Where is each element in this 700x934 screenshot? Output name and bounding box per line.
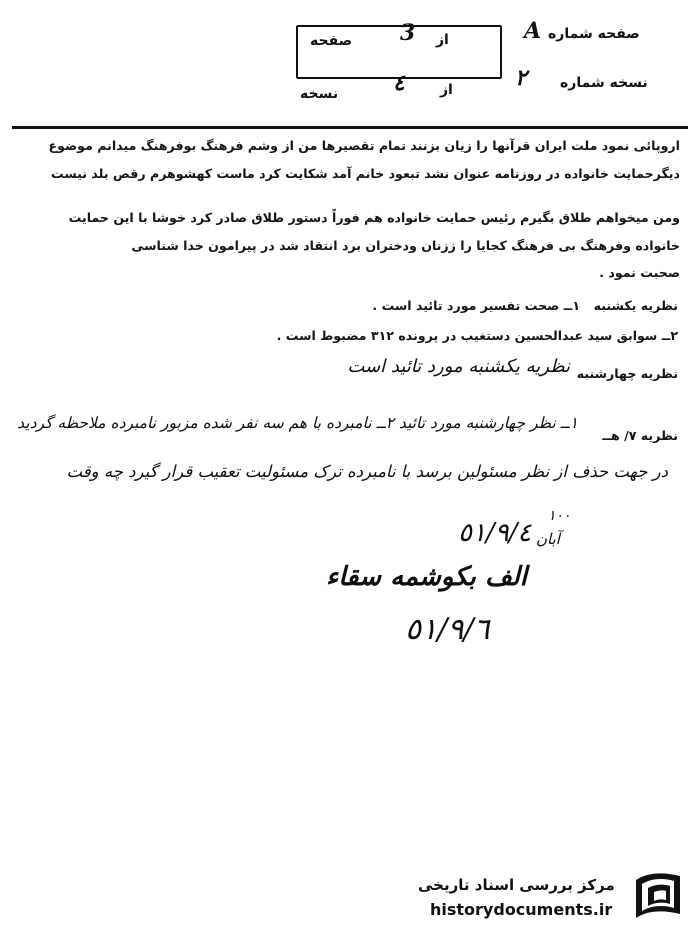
body-line-2: دیگرحمایت خانواده در روزنامه عنوان نشد تبعود خانم آمد شکایت کرد ماست کهشوهرم رقص بلد نیست <box>50 166 680 181</box>
copies-word: نسخه <box>300 86 339 102</box>
body-line-1: اروپائی نمود ملت ایران قرآنها را زیان بزنند تمام تقصیرها من از وشم فرهنگ بوفرهنگ میدانم موضوع <box>48 138 680 153</box>
body-line-3: ومن میخواهم طلاق بگیرم رئیس حمایت خانواده هم فوراً دستور طلاق صادر کرد خوشا با این حمایت <box>68 210 680 225</box>
page-number-label: صفحه شماره <box>548 26 640 42</box>
header-divider <box>12 126 688 129</box>
page-number-value: A <box>524 18 542 44</box>
signature: الف بکوشمه سقاء <box>326 562 528 592</box>
date-line: ٥١/٩/٤ <box>458 518 532 548</box>
note-sunday-item-1: ١ــ صحت تفسیر مورد تائید است . <box>372 298 580 313</box>
note-wednesday-handwriting: نظریه یکشنبه مورد تائید است <box>347 356 570 377</box>
note-wednesday-label: نظریه چهارشنبه <box>576 366 678 381</box>
pages-word: صفحه <box>310 33 353 49</box>
watermark-title: مرکز بررسی اسناد تاریخی <box>418 876 615 894</box>
note-final-handwriting-1: ١ــ نظر چهارشنبه مورد تائید ٢ــ نامبرده با هم سه نفر شده مزبور نامبرده ملاحظه گردید <box>17 414 578 432</box>
note-sunday-item-2: ٢ــ سوابق سید عبدالحسین دستغیب در پرونده ٣١٢ مضبوط است . <box>276 328 678 343</box>
book-logo-icon <box>628 866 688 926</box>
pages-of-text: از <box>436 32 449 48</box>
date-prefix: آبان <box>536 530 560 548</box>
note-final-handwriting-2: در جهت حذف از نظر مسئولین برسد با نامبرده ترک مسئولیت تعقیب قرار گیرد چه وقت <box>66 462 668 481</box>
copy-number-value: ٢ <box>515 65 527 91</box>
copies-total: ٤ <box>393 70 405 96</box>
date-mark: ١٠٠ <box>548 508 571 524</box>
watermark-url: historydocuments.ir <box>430 900 613 919</box>
note-sunday-label: نظریه یکشنبه <box>593 298 678 313</box>
pages-total: 3 <box>400 20 416 46</box>
copy-number-label: نسخه شماره <box>560 75 648 91</box>
body-line-4: خانواده وفرهنگ بی فرهنگ کجایا را ززنان ودختران برد انتقاد شد در پیرامون خدا شناسی <box>131 238 680 253</box>
note-final-label: نظریه ٧/ هــ <box>602 428 678 443</box>
copies-of-text: از <box>440 82 453 98</box>
body-line-5: صحبت نمود . <box>599 265 680 280</box>
signature-date: ٥١/٩/٦ <box>405 612 490 647</box>
